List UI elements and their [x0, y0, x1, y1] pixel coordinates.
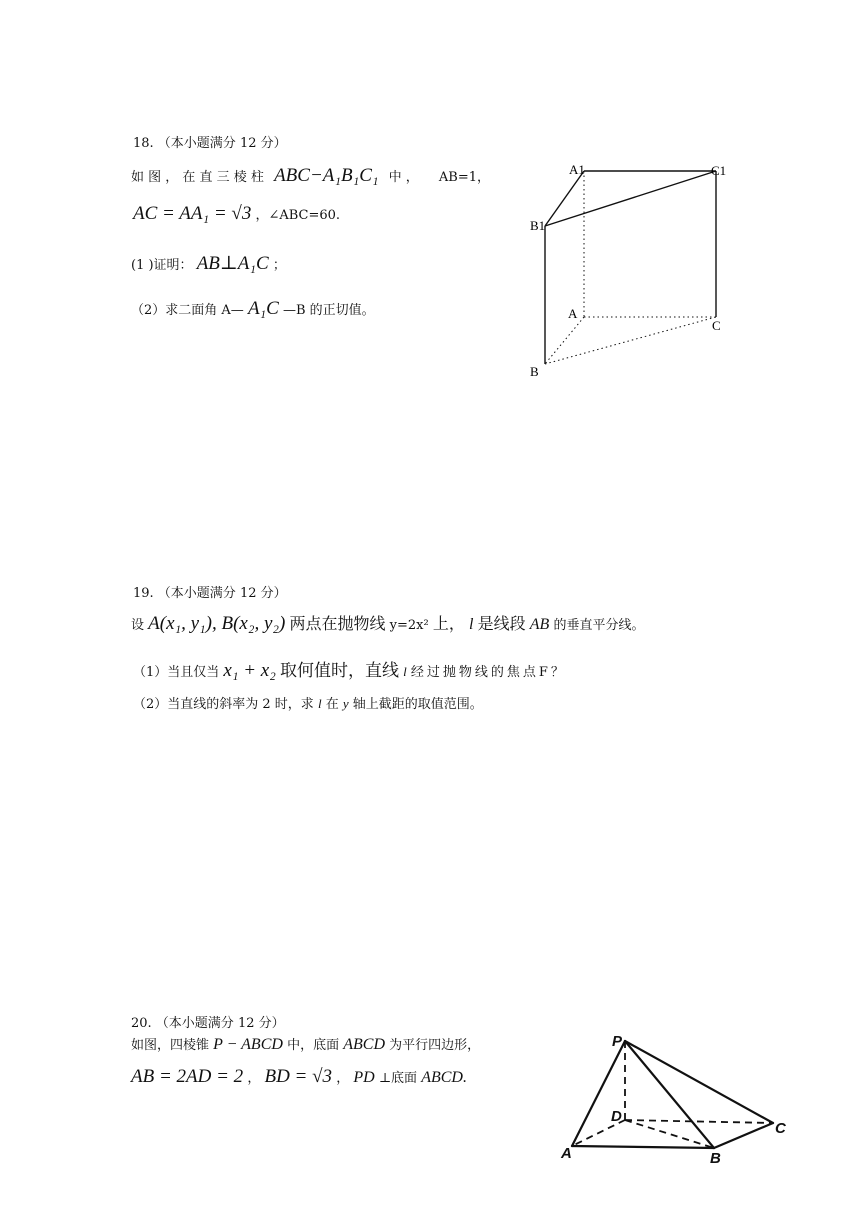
q19-line1-mid: 两点在抛物线 — [289, 614, 386, 633]
q18-line1-post: 中 ， — [388, 170, 419, 185]
label-a1: A1 — [569, 162, 585, 177]
q18-prism-name: ABC−A₁B₁C₁ — [274, 165, 379, 186]
q19-part1-l: l — [403, 664, 407, 679]
label-a: A — [568, 306, 578, 321]
q20-line1-mid: 中，底面 — [287, 1038, 340, 1053]
q18-part2-post: —B 的正切值。 — [282, 303, 375, 318]
label-c: C — [712, 318, 721, 333]
q20-line1-pre: 如图，四棱锥 — [131, 1038, 210, 1053]
q20-base: ABCD — [343, 1036, 385, 1053]
q20-sep1: ， — [247, 1071, 261, 1086]
q20-line1-post: 为平行四边形， — [389, 1038, 481, 1053]
label-b: B — [710, 1150, 721, 1167]
edge-pb — [625, 1041, 714, 1148]
label-a: A — [561, 1145, 572, 1162]
q19-line1-post: 的垂直平分线。 — [553, 618, 645, 633]
edge-pa — [572, 1041, 625, 1146]
q20-header: 20. （本小题满分 12 分） — [131, 1016, 285, 1031]
label-p: P — [612, 1033, 623, 1050]
edge-ab — [572, 1146, 714, 1148]
q18-ac-equation: AC = AA₁ = √3 — [133, 203, 252, 224]
q19-part1-post: 经过抛物线的焦点F？ — [410, 665, 567, 680]
label-d: D — [611, 1108, 622, 1125]
q19-line1-pre: 设 — [131, 618, 145, 633]
q18-ab-value: AB=1， — [438, 170, 491, 185]
label-c1: C1 — [711, 163, 727, 178]
q18-part2-pre: （2）求二面角 A— — [131, 303, 244, 318]
q20-pyramid: P − ABCD — [213, 1036, 283, 1053]
q20-bd: BD = √3 — [264, 1066, 333, 1087]
q19-part2-mid: 在 — [325, 697, 339, 712]
q18-angle: ，∠ABC=60. — [255, 208, 341, 223]
q18-line1-pre: 如 图 ， 在 直 三 棱 柱 — [131, 170, 264, 185]
q19-header: 19. （本小题满分 12 分） — [133, 586, 287, 601]
q19-points: A(x₁, y₁), B(x₂, y₂) — [148, 613, 286, 634]
label-b: B — [530, 364, 539, 379]
q19-part2-l: l — [317, 696, 322, 711]
q18-part1-pre: (1 )证明： — [131, 258, 193, 273]
q19-segment-ab: AB — [529, 616, 550, 633]
q20-sep2: ， — [336, 1071, 350, 1086]
q19-part1-mid: 取何值时，直线 — [279, 661, 399, 681]
q18-part1-math: AB⊥A₁C — [196, 253, 269, 274]
q19-line-l: l — [469, 616, 474, 633]
q19-part2-y: y — [342, 696, 349, 711]
edge-bc — [714, 1123, 773, 1148]
q19-part1-sum: x₁ + x₂ — [223, 660, 276, 681]
q19-part2-post: 轴上截距的取值范围。 — [352, 697, 483, 712]
q18-part2-math: A₁C — [247, 298, 279, 319]
q18-part1-post: ； — [272, 258, 286, 273]
q20-base2: ABCD. — [421, 1069, 467, 1086]
edge-db-hidden — [625, 1120, 714, 1148]
q19-parabola: y=2x² — [389, 618, 429, 633]
label-c: C — [775, 1120, 786, 1137]
q19-part2-pre: （2）当直线的斜率为 2 时，求 — [133, 697, 314, 712]
q20-ab-ad: AB = 2AD = 2 — [131, 1066, 244, 1087]
q19-line1-mid3: 是线段 — [477, 614, 526, 633]
label-b1: B1 — [530, 218, 546, 233]
edge-pc — [625, 1041, 773, 1123]
edge-dc-hidden — [625, 1120, 773, 1123]
q20-line2-mid: ⊥底面 — [378, 1071, 418, 1086]
q20-pd: PD — [353, 1069, 375, 1086]
q18-header: 18. （本小题满分 12 分） — [133, 136, 287, 151]
q19-part1-pre: （1）当且仅当 — [133, 665, 220, 680]
q19-line1-mid2: 上， — [432, 614, 465, 633]
